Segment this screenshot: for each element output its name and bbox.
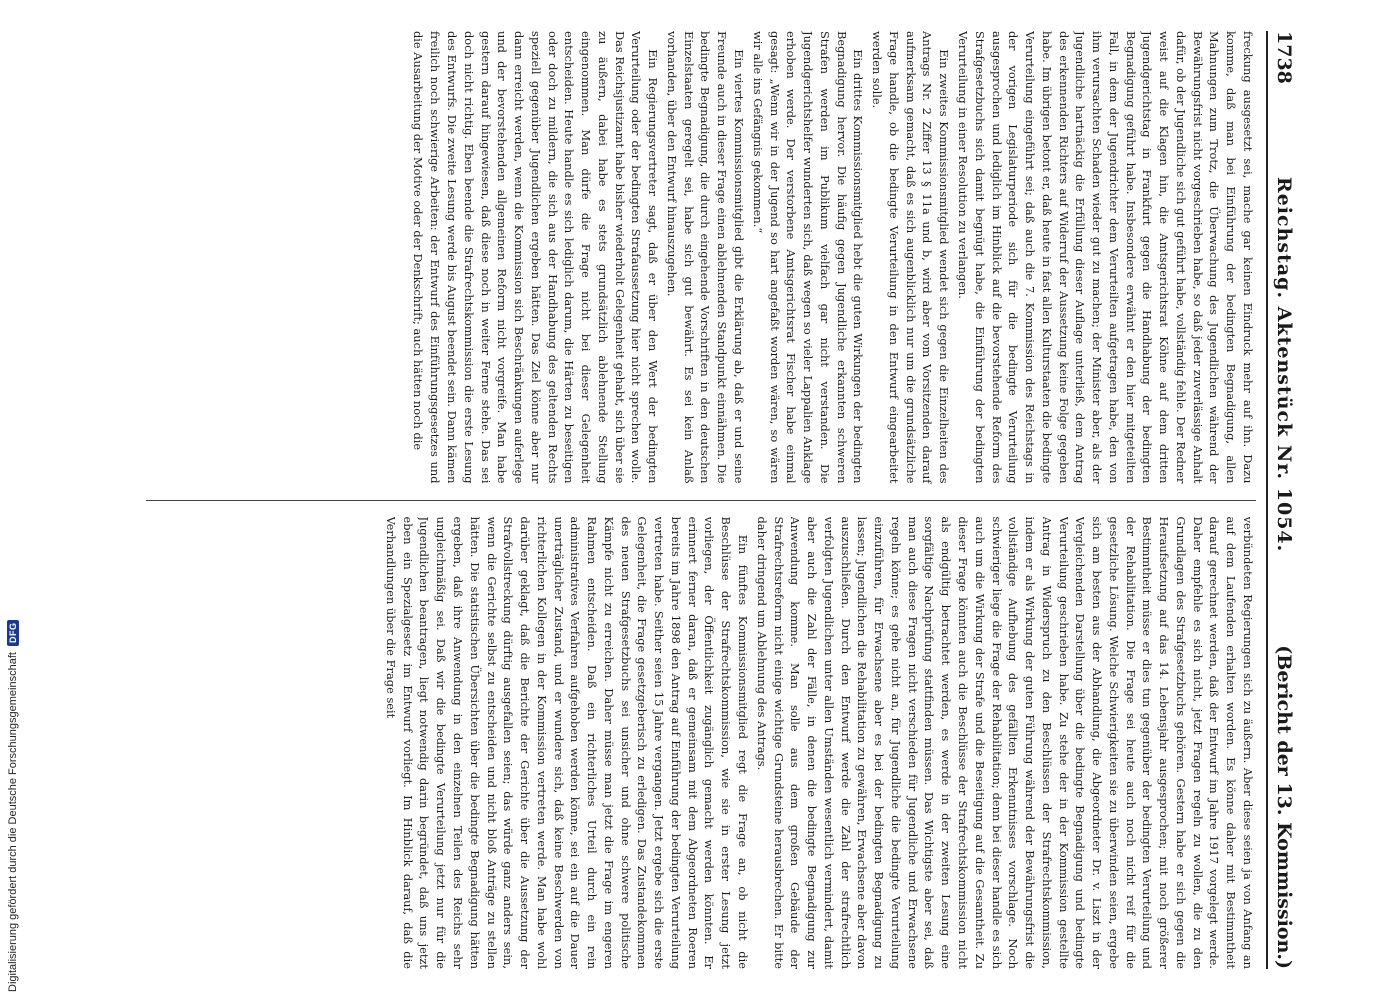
text-columns <box>146 31 1256 969</box>
paragraph: Ein Regierungsvertreter sagt, daß er über den Wert der bedingten Verurteilung oder der bedingten Strafaussetzung hier nicht sprechen wolle. Das Reichsjustizamt habe bisher wiederholt Gelegenheit gehabt, sich über sie zu äußern, dabei habe es stets grundsätzlich ablehnende Stellung eingenommen. Man dürfe die Frage nicht bei dieser Gelegenheit entscheiden. Heute handle es sich lediglich darum, die Härten zu beseitigen oder doch zu mildern, die sich aus der Handhabung des geltenden Rechts speziell gegenüber Jugendlichen ergeben hätten. Das Ziel könne aber nur dann erreicht werden, wenn die Kommission sich Beschränkungen auferlege und der bevorstehenden allgemeinen Reform nicht vorgreife. Man habe gestern darauf hingewiesen, daß diese noch in weiter Ferne stehe. Das sei doch nicht richtig. Eben beende die Strafrechtskommission die erste Lesung des Entwurfs. Die zweite Lesung werde bis August beendet sein. Dann kämen freilich noch schwierige Arbeiten: der Entwurf des Einführungsgesetzes und die Ausarbeitung der Motive oder der Denkschrift; auch hätten noch die <box>411 31 661 484</box>
paragraph: Ein zweites Kommissionsmitglied wendet sich gegen die Einzelheiten des Antrags Nr. 2 Ziffer 13 § 11a und b, wird aber vom Vorsitzenden darauf aufmerksam gemacht, daß es sich augenblicklich nur um die grundsätzliche Frage handle, ob die bedingte Verurteilung in den Entwurf eingearbeitet werden solle. <box>870 31 952 484</box>
paragraph: freckung ausgesetzt sei, mache gar keinen Eindruck mehr auf ihn. Dazu komme, daß man bei Einführung der bedingten Begnadigung, allen Mahnungen zum Trotz, die Überwachung des Jugendlichen während der Bewährungsfrist nicht vorgeschrieben habe, so daß jeder zuverlässige Anhalt dafür, ob der Jugendliche sich gut geführt habe, vollständig fehle. Der Redner weist auf die Klagen hin, die Amtsgerichtsrat Köhne auf dem dritten Jugendgerichtstag in Frankfurt gegen die Handhabung der bedingten Begnadigung geführt habe. Insbesondere erwähnt er den hier mitgeteilten Fall, in dem der Jugendrichter dem Verurteilten aufgetragen habe, den von ihm verursachten Schaden wieder gut zu machen; der Minister aber, als der Jugendliche hartnäckig die Erfüllung dieser Auflage unterließ, dem Antrag des erkennenden Richters auf Widerruf der Aussetzung keine Folge gegeben habe. Im übrigen betont er, daß heute in fast allen Kulturstaaten die bedingte Verurteilung eingeführt sei; daß auch die 7. Kommission des Reichstags in der vorigen Legislaturperiode sich für die bedingte Verurteilung ausgesprochen und lediglich im Hinblick auf die bevorstehende Reform des Strafgesetzbuchs sich damit begnügt habe, die Einführung der bedingten Verurteilung in einer Resolution zu verlangen. <box>955 31 1255 484</box>
credit-text: Digitalisierung gefördert durch die Deutsche Forschungsgemeinschaft <box>7 652 19 992</box>
right-column <box>146 517 1256 970</box>
page-number: 1738 <box>1273 31 1295 84</box>
running-head-subtitle: (Bericht der 13. Kommission.) <box>1273 645 1295 969</box>
sheet-content <box>100 5 1315 995</box>
paragraph: Ein fünftes Kommissionsmitglied regt die Frage an, ob nicht die Beschlüsse der Strafrechtskommission, wie sie in erster Lesung jetzt vorliegen, der Öffentlichkeit zugänglich gemacht werden könnten. Er erinnert ferner daran, daß er gemeinsam mit dem Abgeordneten Roeren bereits im Jahre 1898 den Antrag auf Einführung der bedingten Verurteilung vertreten habe. Seither seien 15 Jahre vergangen. Jetzt ergebe sich die erste Gelegenheit, die Frage gesetzgeberisch zu erledigen. Das Zustandekommen des neuen Strafgesetzbuchs sei unsicher und ohne schwere politische Kämpfe nicht zu erreichen. Daher müsse man jetzt die Frage im engeren Rahmen entscheiden. Daß ein richterliches Urteil durch ein rein administratives Verfahren aufgehoben werden könne, sei ein auf die Dauer unerträglicher Zustand, und er wundere sich, daß keine Beschwerden von richterlichen Kollegen in der Kommission vertreten werde. Man habe wohl darüber geklagt, daß die Berichte der Gerichte über die Aussetzung der Strafvollstreckung dürftig ausgefallen seien; das würde ganz anders sein, wenn die Gerichte selbst zu entscheiden und nicht bloß Anträge zu stellen hätten. Die statistischen Übersichten über die bedingte Begnadigung hätten ergeben, daß ihre Anwendung in den einzelnen Teilen des Reichs sehr ungleichmäßig sei. Daß wir die bedingte Verurteilung jetzt nur für die Jugendlichen beantragen, liegt notwendig darin begründet, daß uns jetzt eben ein Spezialgesetz im Entwurf vorliegt. Im Hinblick darauf, daß die Verhandlungen über die Frage seit <box>383 516 751 969</box>
paragraph: Ein drittes Kommissionsmitglied hebt die guten Wirkungen der bedingten Begnadigung hervor. Die häufig gegen Jugendliche erkannten schweren Strafen werden im Publikum vielfach gar nicht verstanden. Die Jugendgerichtshelfer wunderten sich, daß wegen so vieler Lappalien Anklage erhoben werde. Der verstorbene Amtsgerichtsrat Fischer habe einmal gesagt: „Wenn wir in der Jugend so hart angefaßt worden wären, so wären wir alle ins Gefängnis gekommen.“ <box>750 31 866 484</box>
paragraph: Ein viertes Kommissionsmitglied gibt die Erklärung ab, daß er und seine Freunde auch in dieser Frage einen ablehnenden Standpunkt einnähmen. Die bedingte Begnadigung, die durch eingehende Vorschriften in den deutschen Einzelstaaten geregelt sei, habe sich gut bewährt. Es sei kein Anlaß vorhanden, über den Entwurf hinauszugehen. <box>664 31 747 484</box>
credit-line <box>2 2 24 992</box>
column-rule <box>146 500 1256 501</box>
digitization-credit <box>2 2 24 992</box>
running-head-title: Reichstag. Aktenstück Nr. 1054. <box>1273 176 1295 553</box>
running-head <box>1266 31 1295 969</box>
dfg-logo: DFG <box>7 620 19 647</box>
paragraph: verbündeten Regierungen sich zu äußern. Aber diese seien ja von Anfang an auf dem Laufenden erhalten worden. Es könne daher mit Bestimmtheit darauf gerechnet werden, daß der Entwurf im Jahre 1917 vorgelegt werde. Daher empfehle es sich nicht, jetzt Fragen regeln zu wollen, die zu den Grundlagen des Strafgesetzbuchs gehören. Gestern habe er sich gegen die Heraufsetzung auf das 14. Lebensjahr ausgesprochen; mit noch größerer Bestimmtheit müsse er dies tun gegenüber der bedingten Verurteilung und der Rehabilitation. Die Frage sei heute auch noch nicht reif für die gesetzliche Lösung. Welche Schwierigkeiten sie zu überwinden seien, ergebe sich am besten aus der Abhandlung, die Abgeordneter Dr. v. Liszt in der Vergleichenden Darstellung über die bedingte Begnadigung und bedingte Verurteilung geschrieben habe. Zu stehe der in der Kommission gestellte Antrag in Widerspruch zu den Beschlüssen der Strafrechtskommission, indem er als Wirkung der guten Führung während der Bewährungsfrist die vollständige Aufhebung des gefällten Erkenntnisses vorschlage. Noch schwieriger liege die Frage der Rehabilitation; denn bei dieser handle es sich auch um die Wirkung der Strafe und die Beseitigung auf die Gesamtheit. Zu dieser Frage könnten auch die Beschlüsse der Strafrechtskommission nicht als endgültig betrachtet werden, es werde in der zweiten Lesung eine sorgfältige Nachprüfung stattfinden müssen. Das Wichtigste aber sei, daß man auch diese Fragen nicht verschieden für Jugendliche und Erwachsene regeln könne; es gehe nicht an, für Jugendliche die bedingte Verurteilung einzuführen, für Erwachsene aber es bei der bedingten Begnadigung zu lassen; Jugendlichen die Rehabilitation zu gewähren, Erwachsene aber davon auszuschließen. Durch den Entwurf werde die Zahl der strafrechtlich verfolgten Jugendlichen unter allen Umständen wesentlich vermindert, damit aber auch die Zahl der Fälle, in denen die bedingte Begnadigung zur Anwendung komme. Man solle aus dem großen Gebäude der Strafrechtsreform nicht einige wichtige Grundsteine herausbrechen. Er bitte daher dringend um Ablehnung des Antrags. <box>754 516 1255 969</box>
rotated-sheet <box>100 5 1315 995</box>
left-column <box>146 31 1256 484</box>
